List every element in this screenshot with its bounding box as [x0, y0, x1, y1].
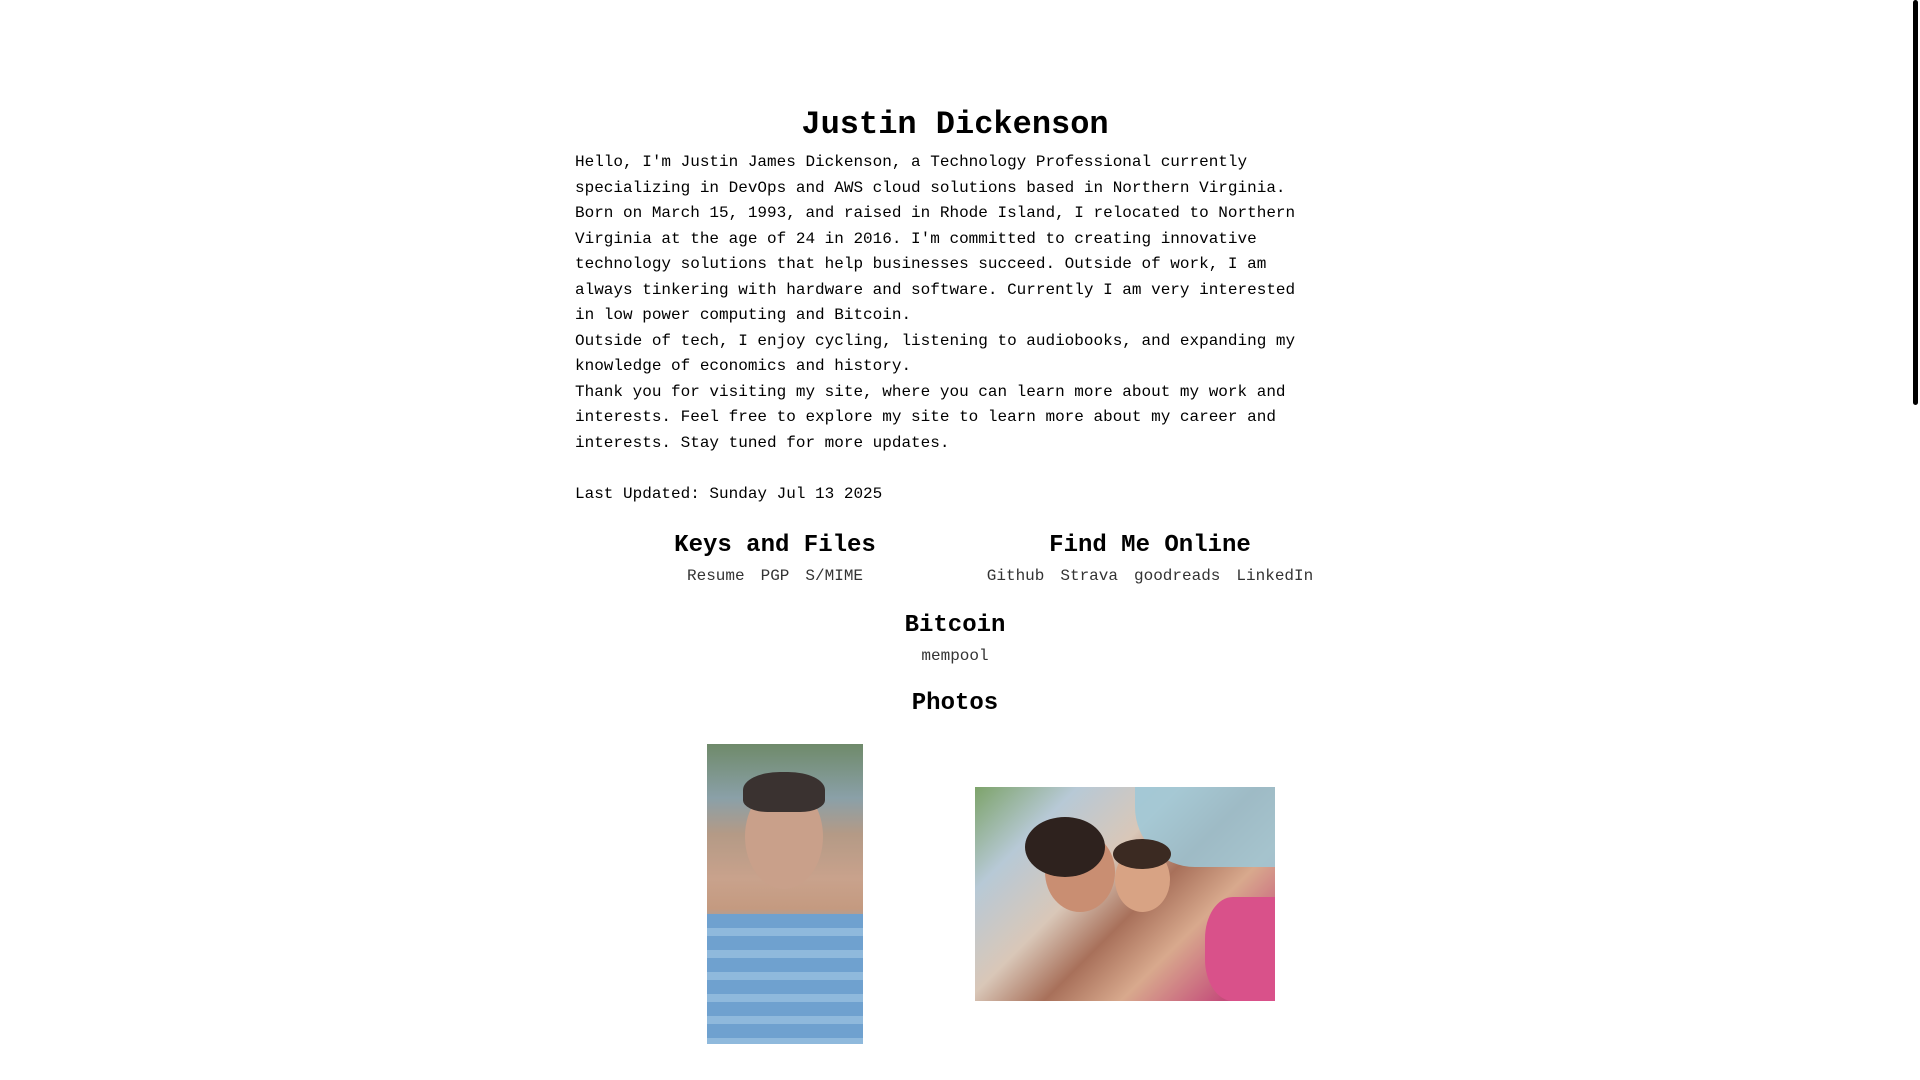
scrollbar-thumb[interactable]: [1913, 0, 1918, 405]
pgp-link[interactable]: PGP: [760, 567, 790, 585]
smime-link[interactable]: S/MIME: [805, 567, 864, 585]
bitcoin-wrap: [575, 609, 1335, 679]
keys-and-files-links: [665, 565, 885, 587]
find-me-online-heading: Find Me Online: [1049, 532, 1251, 559]
photo-float: [1205, 897, 1275, 1001]
bitcoin-heading: Bitcoin: [904, 612, 1006, 639]
intro-paragraph-3: Thank you for visiting my site, where you can learn more about my work and interests. Feel free to explore my site to learn more about my career and interests. Stay tuned for more updates.: [575, 382, 1286, 452]
photos-heading: Photos: [911, 690, 999, 717]
github-link[interactable]: Github: [986, 567, 1045, 585]
last-updated: Last Updated: Sunday Jul 13 2025: [575, 484, 883, 503]
strava-link[interactable]: Strava: [1060, 567, 1118, 585]
intro-paragraph-2: Outside of tech, I enjoy cycling, listening to audiobooks, and expanding my knowledge of economics and history.: [575, 331, 1296, 375]
linkedin-link[interactable]: LinkedIn: [1236, 567, 1314, 585]
family-photo: [975, 787, 1275, 1001]
keys-and-files-section: [665, 529, 885, 587]
keys-and-files-heading: Keys and Files: [674, 532, 876, 559]
main-content: [575, 100, 1335, 721]
goodreads-link[interactable]: goodreads: [1133, 567, 1221, 585]
scrollbar[interactable]: [1912, 0, 1920, 1080]
resume-link[interactable]: Resume: [686, 567, 745, 585]
find-me-online-section: [955, 529, 1345, 587]
mempool-link[interactable]: mempool: [921, 647, 989, 665]
find-me-online-links: [955, 565, 1345, 587]
portrait-shirt: [707, 914, 863, 1044]
bitcoin-section: [575, 609, 1335, 667]
bitcoin-links: [575, 645, 1335, 667]
links-sections: [575, 529, 1335, 609]
photos-section: [575, 687, 1335, 721]
portrait-hair: [743, 772, 825, 812]
woman-hair: [1025, 817, 1105, 877]
portrait-photo: [707, 744, 863, 1044]
intro-paragraph-1: Hello, I'm Justin James Dickenson, a Technology Professional currently specializing in DevOps and AWS cloud solutions based in Northern Virginia. Born on March 15, 1993, and raised in Rhode Island, I relocated to Northern Virginia at the age of 24 in 2016. I'm committed to creating innovative technology solutions that help businesses succeed. Outside of work, I am always tinkering with hardware and software. Currently I am very interested in low power computing and Bitcoin.: [575, 153, 1296, 324]
page-title: Justin Dickenson: [801, 106, 1109, 143]
child-hair: [1113, 839, 1171, 869]
